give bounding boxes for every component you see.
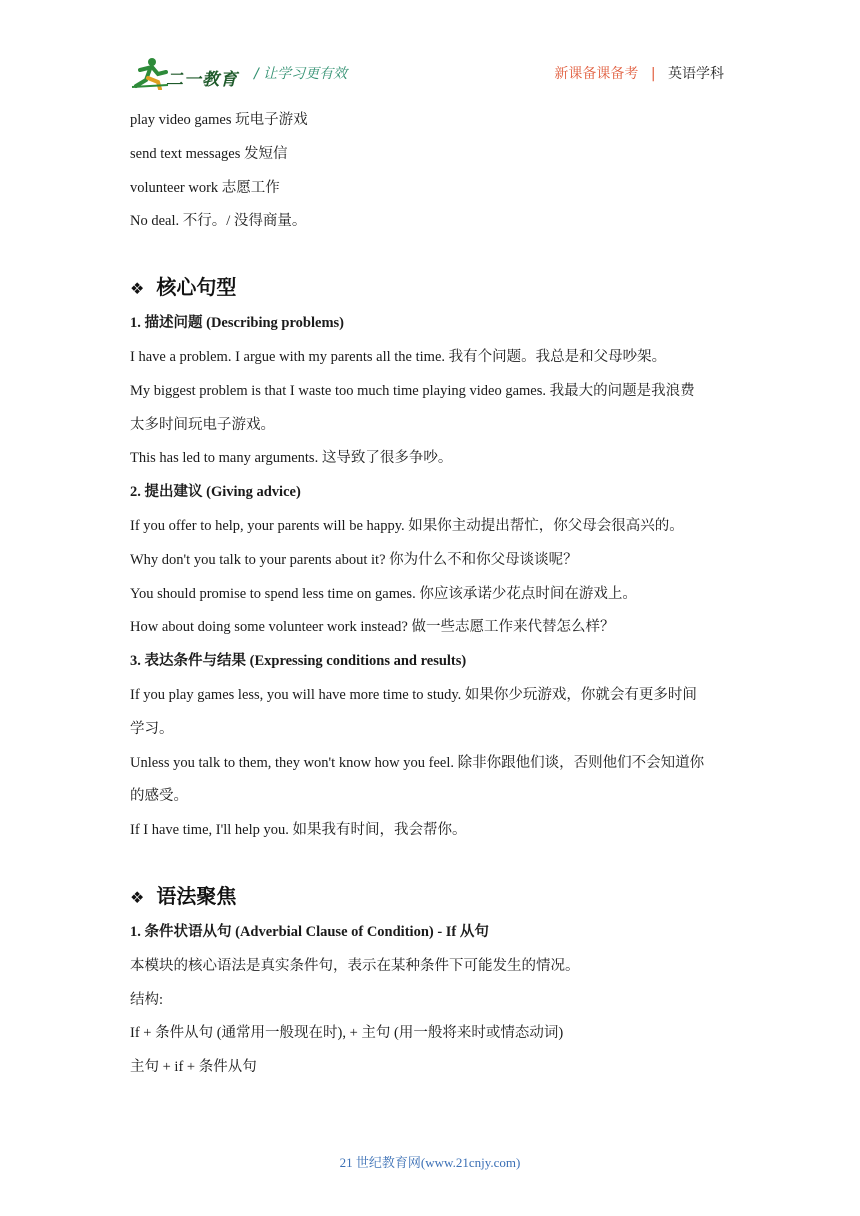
header-subject-label: 英语学科 — [668, 66, 724, 82]
section-title-grammar-focus: ❖ 语法聚焦 — [130, 883, 237, 908]
section-title-core-sentences: ❖ 核心句型 — [130, 275, 237, 300]
grammar-line: If + 条件从句 (通常用一般现在时), + 主句 (用一般将来时或情态动词) — [130, 1025, 564, 1042]
sentence-line: If I have time, I'll help you. 如果我有时间，我会帮你。 — [130, 822, 467, 839]
sentence-line: Why don't you talk to your parents about it? 你为什么不和你父母谈谈呢？ — [130, 551, 578, 568]
subsection-title: 1. 条件状语从句 (Adverbial Clause of Condition) - If 从句 — [130, 923, 489, 940]
subsection-title: 1. 描述问题 (Describing problems) — [130, 315, 345, 332]
sentence-line: 太多时间玩电子游戏。 — [130, 416, 275, 433]
sentence-line: 的感受。 — [130, 788, 188, 805]
diamond-bullet-icon: ❖ — [130, 279, 145, 299]
page-header — [130, 52, 730, 92]
sentence-line: If you offer to help, your parents will be happy. 如果你主动提出帮忙，你父母会很高兴的。 — [130, 517, 684, 534]
subsection-title: 2. 提出建议 (Giving advice) — [130, 484, 301, 501]
sentence-line: My biggest problem is that I waste too much time playing video games. 我最大的问题是我浪费 — [130, 382, 695, 399]
grammar-line: 本模块的核心语法是真实条件句，表示在某种条件下可能发生的情况。 — [130, 957, 580, 974]
sentence-line: I have a problem. I argue with my parents all the time. 我有个问题。我总是和父母吵架。 — [130, 348, 667, 365]
header-subject — [554, 63, 724, 83]
header-separator: | — [650, 66, 656, 82]
vocab-line: send text messages 发短信 — [130, 145, 288, 162]
grammar-line: 结构: — [130, 991, 164, 1008]
header-tagline: 新课备课备考 — [554, 66, 639, 82]
subsection-title: 3. 表达条件与结果 (Expressing conditions and results) — [130, 653, 467, 670]
grammar-line: 主句 + if + 条件从句 — [130, 1059, 257, 1076]
logo-text: 二一教育 — [166, 70, 238, 90]
diamond-bullet-icon: ❖ — [130, 887, 145, 907]
sentence-line: If you play games less, you will have more time to study. 如果你少玩游戏，你就会有更多时间 — [130, 686, 697, 703]
vocab-line: volunteer work 志愿工作 — [130, 179, 280, 196]
slogan: / 让学习更有效 — [254, 66, 348, 82]
document-body — [130, 104, 740, 1085]
runner-logo-icon — [130, 56, 170, 90]
sentence-line: Unless you talk to them, they won't know how you feel. 除非你跟他们谈，否则他们不会知道你 — [130, 754, 705, 771]
sentence-line: 学习。 — [130, 720, 174, 737]
sentence-line: This has led to many arguments. 这导致了很多争吵。 — [130, 450, 453, 467]
sentence-line: You should promise to spend less time on games. 你应该承诺少花点时间在游戏上。 — [130, 585, 637, 602]
vocab-line: play video games 玩电子游戏 — [130, 112, 308, 128]
vocab-line: No deal. 不行。/ 没得商量。 — [130, 213, 307, 230]
sentence-line: How about doing some volunteer work instead? 做一些志愿工作来代替怎么样？ — [130, 619, 615, 636]
logo — [130, 56, 240, 90]
page-footer: 21 世纪教育网(www.21cnjy.com) — [339, 1155, 521, 1170]
